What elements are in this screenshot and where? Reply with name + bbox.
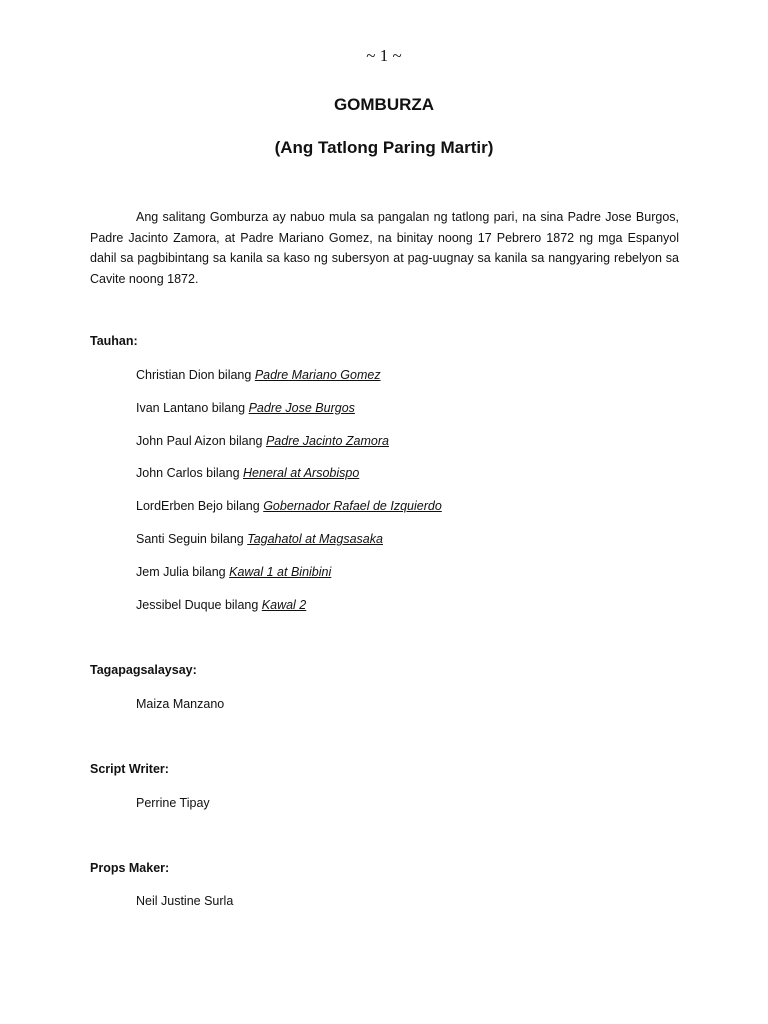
- cast-entry: [136, 434, 389, 448]
- props-maker-label: Props Maker:: [90, 861, 170, 875]
- cast-role: Padre Jose Burgos: [248, 401, 355, 415]
- cast-entry: [136, 565, 331, 579]
- script-writer-name: Perrine Tipay: [136, 796, 210, 810]
- cast-entry: [136, 598, 306, 612]
- cast-entry: [136, 368, 381, 382]
- cast-actor: Ivan Lantano bilang: [136, 401, 249, 415]
- cast-label: Tauhan:: [90, 334, 138, 348]
- cast-role: Tagahatol at Magsasaka: [247, 532, 383, 546]
- cast-role: Heneral at Arsobispo: [243, 466, 360, 480]
- narrator-label: Tagapagsalaysay:: [90, 663, 197, 677]
- cast-actor: John Carlos bilang: [136, 466, 244, 480]
- document-subtitle: (Ang Tatlong Paring Martir): [274, 138, 494, 157]
- cast-role: Kawal 2: [261, 598, 307, 612]
- narrator-name: Maiza Manzano: [136, 697, 225, 711]
- cast-actor: Jessibel Duque bilang: [136, 598, 262, 612]
- cast-actor: Santi Seguin bilang: [136, 532, 248, 546]
- cast-entry: [136, 499, 442, 513]
- cast-role: Padre Jacinto Zamora: [265, 434, 389, 448]
- cast-actor: John Paul Aizon bilang: [136, 434, 266, 448]
- intro-paragraph: Ang salitang Gomburza ay nabuo mula sa pangalan ng tatlong pari, na sina Padre Jose Burgos, Padre Jacinto Zamora, at Padre Mariano Gomez, na binitay noong 17 Pebrero 1872 ng mga Espanyol dahil sa pagbibintang sa kanila sa kaso ng subersyon at pag-uugnay sa kanila sa nangyaring rebelyon sa Cavite noong 1872.: [90, 210, 679, 286]
- document-title: GOMBURZA: [333, 95, 435, 114]
- cast-entry: [136, 466, 359, 480]
- cast-actor: Christian Dion bilang: [136, 368, 255, 382]
- cast-entry: [136, 532, 383, 546]
- cast-entry: [136, 401, 355, 415]
- cast-role: Gobernador Rafael de Izquierdo: [263, 499, 442, 513]
- script-writer-label: Script Writer:: [90, 762, 169, 776]
- cast-role: Kawal 1 at Binibini: [229, 565, 332, 579]
- cast-actor: LordErben Bejo bilang: [136, 499, 264, 513]
- page-number: ~ 1 ~: [366, 46, 402, 65]
- props-maker-name: Neil Justine Surla: [136, 894, 234, 908]
- cast-role: Padre Mariano Gomez: [254, 368, 381, 382]
- cast-actor: Jem Julia bilang: [136, 565, 230, 579]
